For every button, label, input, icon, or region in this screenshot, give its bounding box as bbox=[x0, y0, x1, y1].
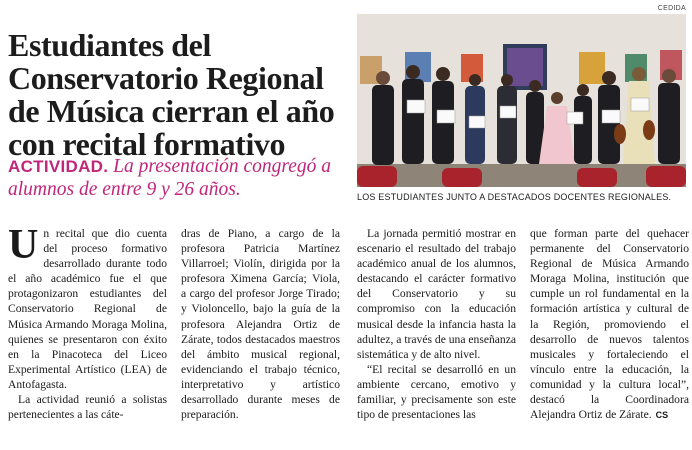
group-photo-illustration bbox=[357, 14, 686, 187]
paragraph-text: que forman parte del quehacer permanente del Conservatorio Regional de Música Armando Moraga Molina, institución que cumple un rol fundamental en la formación artística y cultural de la Región, promoviendo el desarrollo de nuevos talentos musicales y fortaleciendo el vínculo entre la educación, la comunidad y la cultura local”, destacó la Coordinadora Alejandra Ortiz de Zárate. bbox=[530, 227, 689, 422]
article-headline: Estudiantes del Conservatorio Regional de Música cierran el año con recital formativo bbox=[8, 27, 335, 163]
body-paragraph: La actividad reunió a solistas pertenecientes a las cáte- bbox=[8, 393, 167, 422]
photo-credit: CEDIDA bbox=[657, 5, 686, 12]
paragraph-text: n recital que dio cuenta del proceso formativo desarrollado durante todo el año académico fue el que protagonizaron estudiantes del Conservatorio Regional de Música Armando Moraga Molina, quienes se presentaron con éxito en la Pinacoteca del Liceo Experimental Artístico (LEA) de Antofagasta. bbox=[8, 227, 167, 391]
body-paragraph bbox=[8, 222, 167, 392]
article-lead bbox=[8, 155, 348, 201]
author-end-mark: CS bbox=[655, 410, 669, 421]
body-paragraph: dras de Piano, a cargo de la profesora Patricia Martínez Villarroel; Violín, dirigida por la profesora Ximena García; Viola, a cargo del profesor Jorge Tirado; y Violoncello, bajo la guía de la profesora Alejandra Ortiz de Zárate, todos destacados maestros del ámbito musical regional, evidenciando el trabajo técnico, interpretativo y artístico desarrollado durante meses de preparación. bbox=[181, 227, 340, 422]
body-column-2 bbox=[181, 226, 340, 422]
body-paragraph: “El recital se desarrolló en un ambiente cercano, emotivo y familiar, y precisamente son este tipo de presentaciones las bbox=[357, 362, 516, 422]
photo-caption: LOS ESTUDIANTES JUNTO A DESTACADOS DOCENTES REGIONALES. bbox=[357, 192, 672, 202]
body-column-3 bbox=[357, 226, 516, 422]
drop-cap: U bbox=[8, 222, 39, 268]
body-paragraph bbox=[530, 226, 689, 423]
body-paragraph: La jornada permitió mostrar en escenario el resultado del trabajo académico anual de los alumnos, destacando el carácter formativo del Conservatorio y su compromiso con la educación musical desde la infancia hasta la adultez, a través de una enseñanza sistemática y de alto nivel. bbox=[357, 227, 517, 361]
body-column-1 bbox=[8, 222, 167, 422]
article-photo bbox=[357, 14, 686, 187]
body-column-4 bbox=[530, 226, 689, 423]
lead-text: La presentación congregó a alumnos de entre 9 y 26 años. bbox=[8, 156, 332, 200]
lead-kicker: ACTIVIDAD. bbox=[8, 157, 109, 176]
